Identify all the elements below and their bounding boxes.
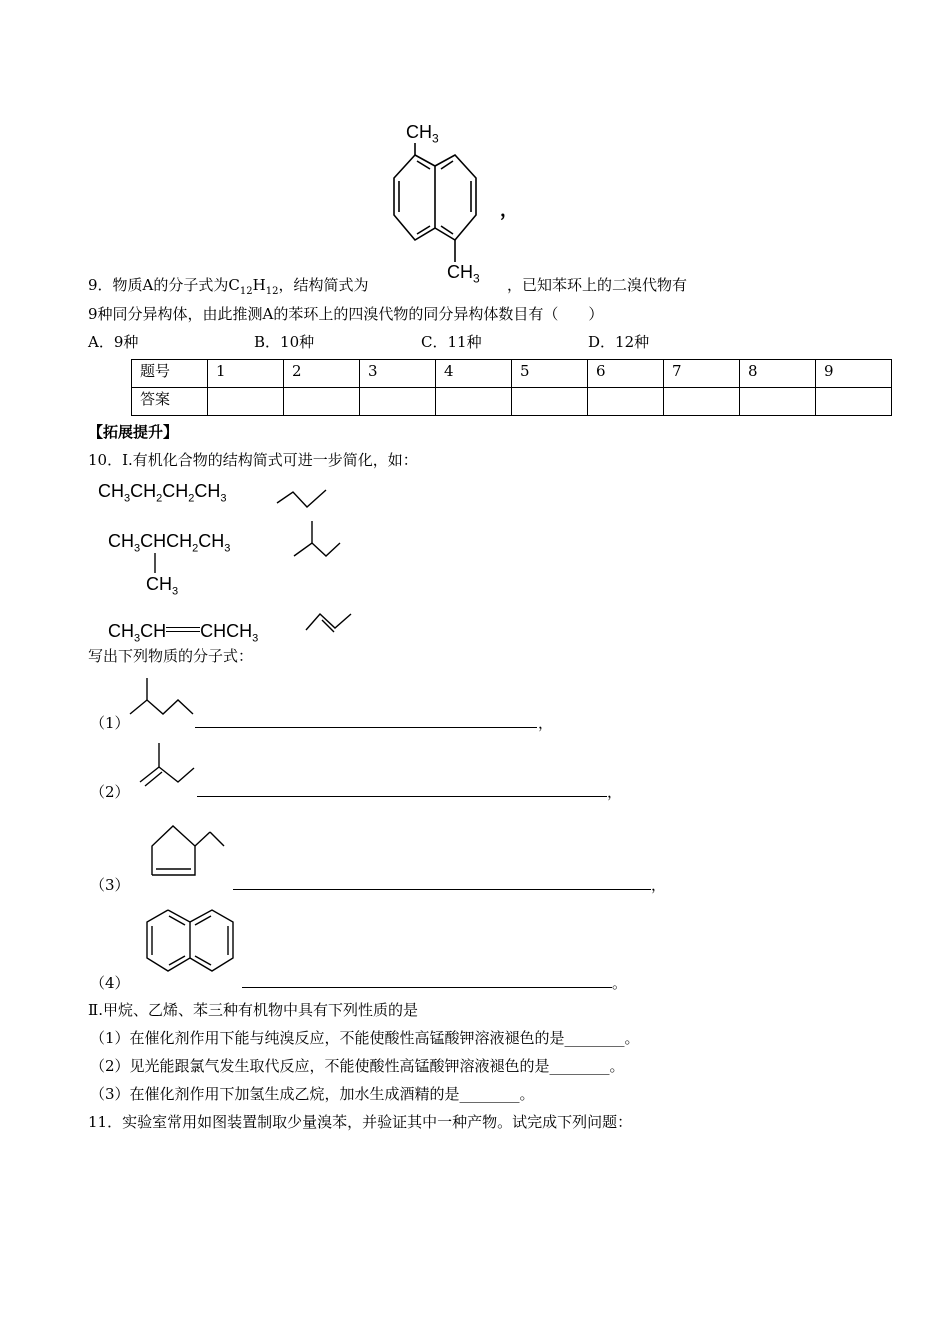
item-3-end: ， [651, 876, 667, 894]
number-cell: 9 [816, 360, 892, 388]
option-d: D．12种 [588, 333, 650, 351]
item-3-number: （3） [90, 876, 130, 894]
item-2-end: ， [607, 783, 623, 801]
number-cell: 8 [740, 360, 816, 388]
part2-item-2: （2）见光能跟氯气发生取代反应，不能使酸性高锰酸钾溶液褪色的是________。 [90, 1057, 625, 1075]
option-a: A．9种 [88, 333, 139, 351]
q10-intro: 10．Ⅰ.有机化合物的结构简式可进一步简化，如： [88, 451, 418, 469]
number-cell: 4 [436, 360, 512, 388]
item-1-number: （1） [90, 714, 130, 732]
write-prompt: 写出下列物质的分子式： [88, 647, 254, 665]
q9-line2: 9种同分异构体，由此推测A的苯环上的四溴代物的同分异构体数目有（ ） [88, 305, 604, 323]
number-cell: 7 [664, 360, 740, 388]
item-4-number: （4） [90, 974, 130, 992]
option-c: C．11种 [421, 333, 482, 351]
answer-blank-4[interactable] [242, 987, 612, 988]
number-cell: 1 [208, 360, 284, 388]
example-formula-butene: $CH_3CH$ $CHCH_3$ [108, 621, 259, 645]
option-b: B．10种 [254, 333, 315, 351]
part2-item-1: （1）在催化剂作用下能与纯溴反应，不能使酸性高锰酸钾溶液褪色的是________。 [90, 1029, 640, 1047]
methyl-label-top: $CH_3$ [406, 122, 439, 146]
number-cell: 3 [360, 360, 436, 388]
answer-label-cell: 答案 [132, 388, 208, 416]
section-heading: 【拓展提升】 [88, 423, 179, 441]
item-2-number: （2） [90, 783, 130, 801]
number-cell: 2 [284, 360, 360, 388]
number-cell: 6 [588, 360, 664, 388]
part2-title: Ⅱ.甲烷、乙烯、苯三种有机物中具有下列性质的是 [88, 1001, 418, 1019]
methyl-label-bottom: $CH_3$ [447, 262, 480, 286]
q9-line1: 9．物质A的分子式为$C_{12}H_{12}$，结构简式为 [88, 276, 369, 297]
item-1-end: ， [538, 714, 554, 732]
q11-text: 11．实验室常用如图装置制取少量溴苯，并验证其中一种产物。试完成下列问题： [88, 1113, 633, 1131]
item-4-end: 。 [612, 974, 628, 992]
example-formula-isopentane: $CH_3CHCH_2CH_3$ [108, 531, 231, 555]
example-branch-methyl: $CH_3$ [146, 574, 179, 598]
number-cell: 5 [512, 360, 588, 388]
header-label-cell: 题号 [132, 360, 208, 388]
example-formula-butane: $CH_3CH_2CH_2CH_3$ [98, 481, 227, 505]
q9-line1-tail: ，已知苯环上的二溴代物有 [507, 276, 688, 294]
part2-item-3: （3）在催化剂作用下加氢生成乙烷，加水生成酒精的是________。 [90, 1085, 535, 1103]
structure-comma: ， [500, 200, 518, 221]
